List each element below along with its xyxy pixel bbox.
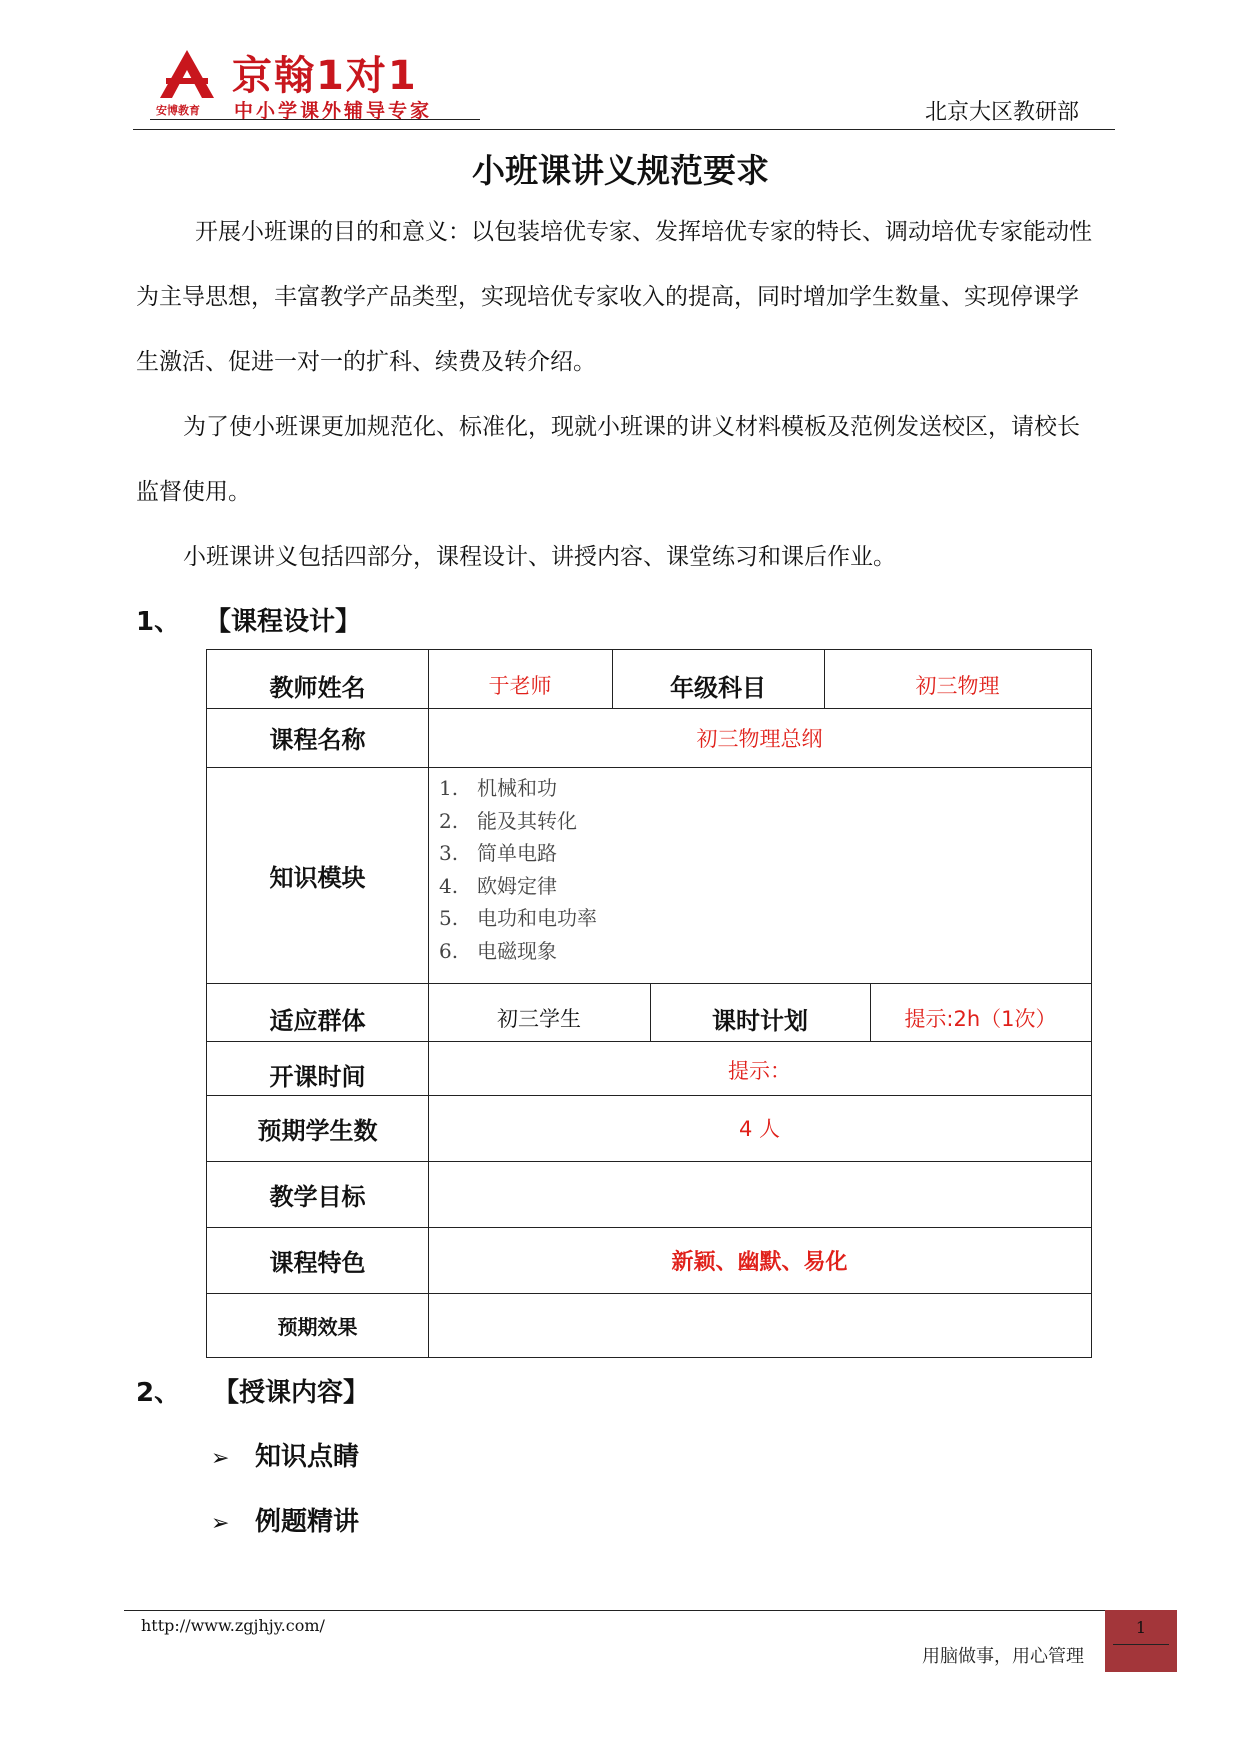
page-number: 1 [1135, 1618, 1147, 1637]
module-item: 2. 能及其转化 [439, 808, 577, 833]
paragraph-line: 开展小班课的目的和意义：以包装培优专家、发挥培优专家的特长、调动培优专家能动性 [195, 219, 1092, 245]
paragraph-line: 为了使小班课更加规范化、标准化，现就小班课的讲义材料模板及范例发送校区，请校长 [183, 414, 1080, 440]
bullet-item: ➢ 例题精讲 [211, 1507, 360, 1537]
arrow-bullet-icon: ➢ [211, 1511, 230, 1536]
bullet-item: ➢ 知识点睛 [211, 1442, 360, 1472]
knowledge-module-label: 知识模块 [269, 863, 366, 892]
teaching-goal-value [428, 1161, 1091, 1227]
paragraph-line: 监督使用。 [136, 479, 251, 505]
paragraph-line: 小班课讲义包括四部分，课程设计、讲授内容、课堂练习和课后作业。 [183, 544, 896, 570]
module-item: 3. 简单电路 [439, 841, 557, 865]
course-feature-value: 新颖、幽默、易化 [671, 1249, 848, 1275]
module-item: 4. 欧姆定律 [439, 873, 557, 898]
logo-underline [150, 119, 480, 120]
target-group-label: 适应群体 [269, 1006, 366, 1035]
module-item: 5. 电功和电功率 [439, 906, 597, 930]
paragraph-line: 生激活、促进一对一的扩科、续费及转介绍。 [136, 349, 596, 375]
grade-value: 初三物理 [915, 674, 1000, 698]
brand-parent: 安博教育 [156, 104, 200, 117]
knowledge-module-list [439, 772, 597, 967]
module-item: 1. 机械和功 [439, 776, 557, 800]
brand-logo [150, 44, 480, 122]
teacher-value: 于老师 [488, 674, 552, 698]
course-feature-label: 课程特色 [269, 1248, 366, 1277]
course-design-table [206, 649, 1092, 1358]
grade-label: 年级科目 [670, 673, 766, 702]
brand-tagline: 中小学课外辅导专家 [234, 100, 433, 122]
lesson-plan-label: 课时计划 [712, 1006, 808, 1035]
logo-a-icon [158, 48, 216, 100]
page-number-box [1105, 1610, 1177, 1672]
page-title: 小班课讲义规范要求 [472, 151, 769, 190]
start-time-value: 提示： [728, 1059, 791, 1083]
teacher-label: 教师姓名 [269, 673, 366, 702]
section-1-title: 【课程设计】 [205, 607, 362, 637]
expected-effect-label: 预期效果 [277, 1314, 358, 1339]
expected-students-label: 预期学生数 [257, 1116, 378, 1145]
lesson-plan-value: 提示:2h（1次） [904, 1007, 1057, 1031]
footer-url[interactable]: http://www.zgjhjy.com/ [141, 1616, 325, 1635]
section-2-title: 【授课内容】 [213, 1378, 370, 1408]
section-1-number: 1、 [136, 607, 181, 637]
course-name-label: 课程名称 [269, 726, 366, 754]
expected-effect-value [428, 1293, 1091, 1357]
brand-name: 京翰1对1 [232, 53, 418, 99]
department-label: 北京大区教研部 [925, 100, 1080, 125]
footer-slogan: 用脑做事，用心管理 [922, 1646, 1084, 1667]
expected-students-value: 4 人 [738, 1117, 781, 1141]
module-item: 6. 电磁现象 [439, 938, 557, 963]
teaching-goal-label: 教学目标 [269, 1182, 366, 1211]
section-2-number: 2、 [136, 1378, 181, 1408]
target-group-value: 初三学生 [497, 1007, 581, 1031]
start-time-label: 开课时间 [269, 1062, 366, 1091]
course-name-value: 初三物理总纲 [696, 726, 823, 751]
header-rule [133, 129, 1115, 130]
arrow-bullet-icon: ➢ [211, 1446, 230, 1471]
paragraph-line: 为主导思想，丰富教学产品类型，实现培优专家收入的提高，同时增加学生数量、实现停课学 [136, 284, 1079, 310]
footer-rule [124, 1610, 1106, 1611]
